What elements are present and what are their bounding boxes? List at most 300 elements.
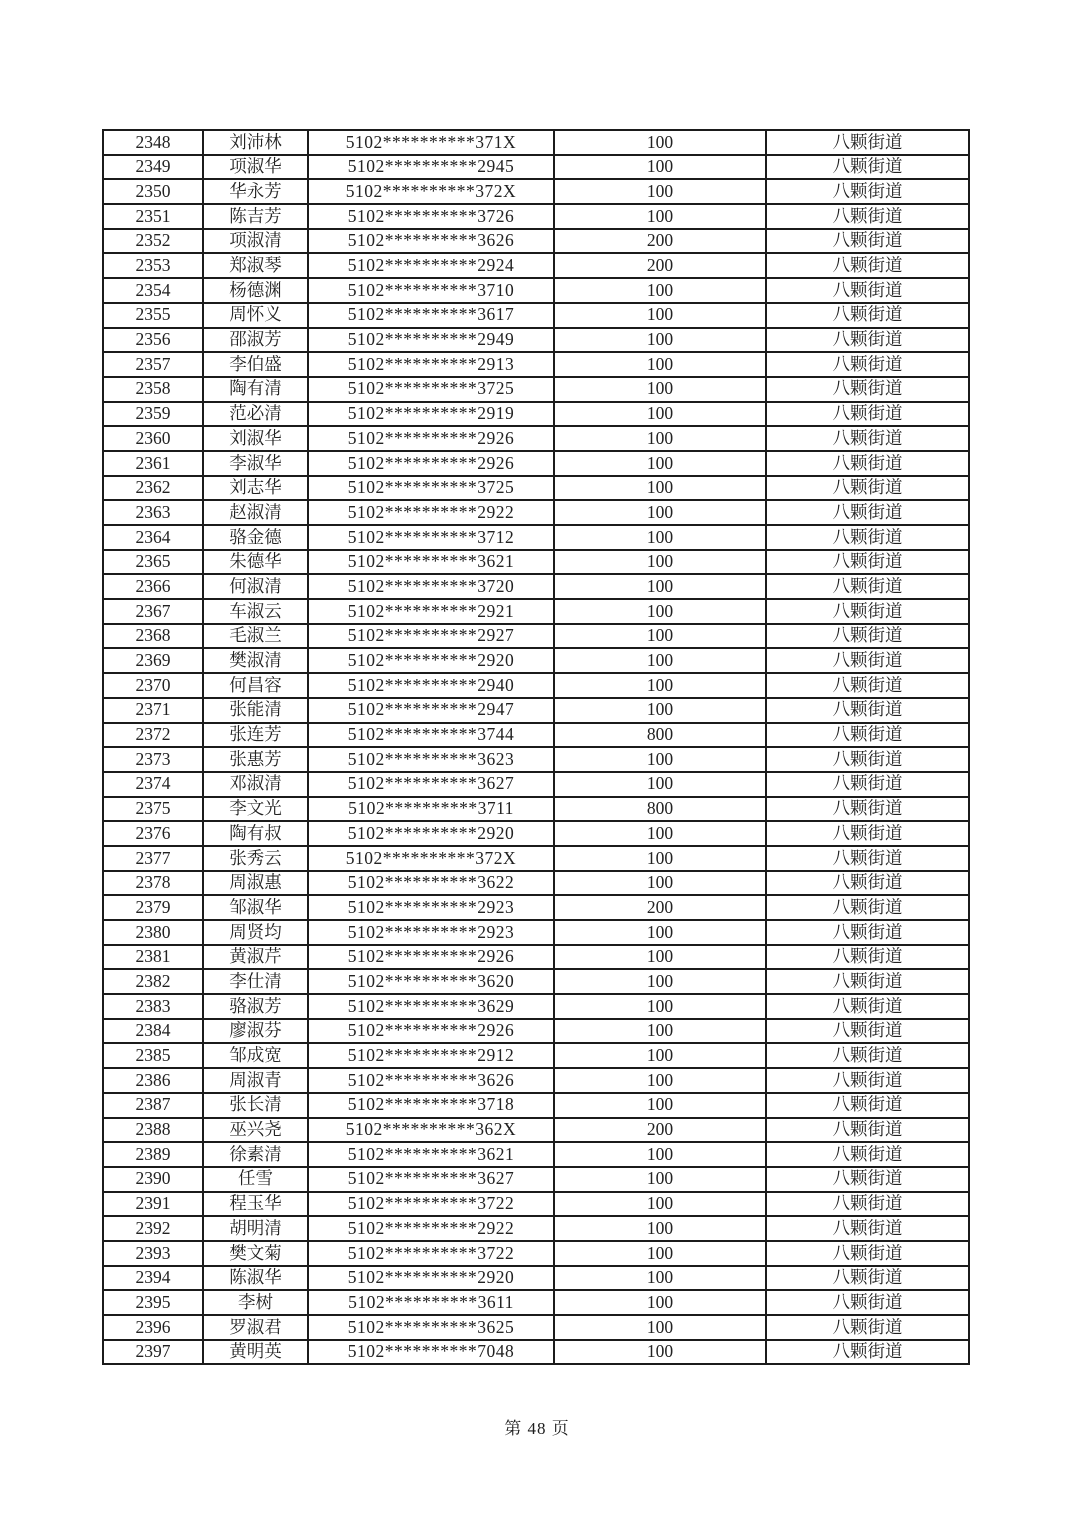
cell-street: 八颗街道: [766, 204, 969, 229]
cell-id-number: 5102**********2922: [308, 500, 554, 525]
table-row: [103, 377, 969, 402]
table-row: [103, 574, 969, 599]
cell-person-name: 杨德渊: [203, 278, 308, 303]
cell-id-number: 5102**********3711: [308, 797, 554, 822]
cell-person-name: 刘志华: [203, 476, 308, 501]
table-row: [103, 1266, 969, 1291]
beneficiary-table: [102, 129, 970, 1365]
cell-id-number: 5102**********3622: [308, 871, 554, 896]
cell-street: 八颗街道: [766, 278, 969, 303]
cell-id-number: 5102**********2920: [308, 1266, 554, 1291]
cell-id-number: 5102**********2926: [308, 945, 554, 970]
cell-serial-number: 2385: [103, 1043, 203, 1068]
cell-street: 八颗街道: [766, 328, 969, 353]
cell-serial-number: 2364: [103, 525, 203, 550]
table-row: [103, 673, 969, 698]
cell-person-name: 陈淑华: [203, 1266, 308, 1291]
cell-street: 八颗街道: [766, 500, 969, 525]
table-row: [103, 1216, 969, 1241]
cell-person-name: 刘沛林: [203, 130, 308, 155]
cell-amount: 100: [554, 821, 766, 846]
table-row: [103, 846, 969, 871]
cell-serial-number: 2376: [103, 821, 203, 846]
cell-amount: 100: [554, 871, 766, 896]
cell-person-name: 张连芳: [203, 723, 308, 748]
cell-street: 八颗街道: [766, 846, 969, 871]
table-row: [103, 550, 969, 575]
cell-amount: 100: [554, 1068, 766, 1093]
cell-person-name: 范必清: [203, 402, 308, 427]
cell-id-number: 5102**********2923: [308, 920, 554, 945]
table-row: [103, 772, 969, 797]
cell-id-number: 5102**********2927: [308, 624, 554, 649]
cell-person-name: 徐素清: [203, 1142, 308, 1167]
cell-street: 八颗街道: [766, 1167, 969, 1192]
cell-id-number: 5102**********2923: [308, 895, 554, 920]
cell-id-number: 5102**********3722: [308, 1241, 554, 1266]
cell-street: 八颗街道: [766, 1093, 969, 1118]
cell-id-number: 5102**********3744: [308, 723, 554, 748]
cell-amount: 100: [554, 303, 766, 328]
cell-person-name: 周淑惠: [203, 871, 308, 896]
cell-amount: 100: [554, 574, 766, 599]
table-row: [103, 451, 969, 476]
cell-serial-number: 2366: [103, 574, 203, 599]
cell-id-number: 5102**********3725: [308, 476, 554, 501]
cell-serial-number: 2355: [103, 303, 203, 328]
cell-street: 八颗街道: [766, 525, 969, 550]
cell-id-number: 5102**********2913: [308, 352, 554, 377]
cell-serial-number: 2382: [103, 969, 203, 994]
cell-serial-number: 2374: [103, 772, 203, 797]
table-row: [103, 1241, 969, 1266]
cell-amount: 100: [554, 278, 766, 303]
cell-person-name: 毛淑兰: [203, 624, 308, 649]
table-row: [103, 797, 969, 822]
cell-street: 八颗街道: [766, 179, 969, 204]
cell-person-name: 李文光: [203, 797, 308, 822]
table-row: [103, 402, 969, 427]
cell-id-number: 5102**********2924: [308, 253, 554, 278]
table-row: [103, 969, 969, 994]
table-row: [103, 945, 969, 970]
table-row: [103, 1142, 969, 1167]
cell-id-number: 5102**********2921: [308, 599, 554, 624]
table-row: [103, 994, 969, 1019]
cell-street: 八颗街道: [766, 772, 969, 797]
cell-serial-number: 2361: [103, 451, 203, 476]
cell-amount: 100: [554, 155, 766, 180]
cell-street: 八颗街道: [766, 229, 969, 254]
cell-id-number: 5102**********3725: [308, 377, 554, 402]
cell-amount: 100: [554, 1142, 766, 1167]
cell-person-name: 周怀义: [203, 303, 308, 328]
cell-person-name: 陶有叔: [203, 821, 308, 846]
cell-amount: 100: [554, 352, 766, 377]
cell-serial-number: 2352: [103, 229, 203, 254]
cell-id-number: 5102**********2926: [308, 451, 554, 476]
cell-serial-number: 2392: [103, 1216, 203, 1241]
cell-street: 八颗街道: [766, 1290, 969, 1315]
cell-serial-number: 2375: [103, 797, 203, 822]
table-row: [103, 871, 969, 896]
cell-serial-number: 2389: [103, 1142, 203, 1167]
cell-person-name: 李淑华: [203, 451, 308, 476]
cell-person-name: 陈吉芳: [203, 204, 308, 229]
table-row: [103, 303, 969, 328]
cell-amount: 100: [554, 1290, 766, 1315]
page-number: 第 48 页: [504, 1419, 570, 1438]
table-row: [103, 1192, 969, 1217]
cell-serial-number: 2391: [103, 1192, 203, 1217]
cell-street: 八颗街道: [766, 426, 969, 451]
table-row: [103, 1167, 969, 1192]
cell-street: 八颗街道: [766, 673, 969, 698]
cell-serial-number: 2383: [103, 994, 203, 1019]
cell-street: 八颗街道: [766, 1315, 969, 1340]
cell-street: 八颗街道: [766, 1043, 969, 1068]
cell-amount: 100: [554, 673, 766, 698]
cell-id-number: 5102**********3626: [308, 1068, 554, 1093]
table-row: [103, 599, 969, 624]
cell-street: 八颗街道: [766, 1241, 969, 1266]
cell-person-name: 李仕清: [203, 969, 308, 994]
cell-serial-number: 2363: [103, 500, 203, 525]
cell-amount: 100: [554, 328, 766, 353]
table-row: [103, 229, 969, 254]
cell-id-number: 5102**********2919: [308, 402, 554, 427]
cell-amount: 100: [554, 1192, 766, 1217]
cell-street: 八颗街道: [766, 648, 969, 673]
cell-person-name: 李伯盛: [203, 352, 308, 377]
cell-street: 八颗街道: [766, 871, 969, 896]
table-row: [103, 895, 969, 920]
cell-street: 八颗街道: [766, 377, 969, 402]
cell-amount: 100: [554, 698, 766, 723]
cell-person-name: 廖淑芬: [203, 1019, 308, 1044]
cell-amount: 200: [554, 1118, 766, 1143]
cell-person-name: 任雪: [203, 1167, 308, 1192]
cell-amount: 100: [554, 599, 766, 624]
table-row: [103, 352, 969, 377]
cell-amount: 100: [554, 377, 766, 402]
beneficiary-table-body: [103, 130, 969, 1364]
cell-street: 八颗街道: [766, 1216, 969, 1241]
table-row: [103, 500, 969, 525]
cell-person-name: 项淑华: [203, 155, 308, 180]
cell-id-number: 5102**********2947: [308, 698, 554, 723]
cell-person-name: 邹淑华: [203, 895, 308, 920]
cell-amount: 100: [554, 1093, 766, 1118]
cell-id-number: 5102**********3627: [308, 772, 554, 797]
cell-street: 八颗街道: [766, 155, 969, 180]
table-row: [103, 648, 969, 673]
cell-amount: 100: [554, 772, 766, 797]
cell-street: 八颗街道: [766, 1118, 969, 1143]
cell-street: 八颗街道: [766, 1192, 969, 1217]
cell-street: 八颗街道: [766, 1266, 969, 1291]
cell-amount: 800: [554, 723, 766, 748]
table-row: [103, 1340, 969, 1365]
cell-person-name: 刘淑华: [203, 426, 308, 451]
cell-serial-number: 2377: [103, 846, 203, 871]
cell-id-number: 5102**********3621: [308, 550, 554, 575]
cell-person-name: 胡明清: [203, 1216, 308, 1241]
table-row: [103, 821, 969, 846]
cell-id-number: 5102**********2926: [308, 1019, 554, 1044]
cell-person-name: 郑淑琴: [203, 253, 308, 278]
cell-amount: 200: [554, 253, 766, 278]
cell-street: 八颗街道: [766, 1340, 969, 1365]
cell-person-name: 朱德华: [203, 550, 308, 575]
cell-serial-number: 2381: [103, 945, 203, 970]
cell-amount: 100: [554, 179, 766, 204]
cell-id-number: 5102**********372X: [308, 179, 554, 204]
cell-street: 八颗街道: [766, 945, 969, 970]
cell-person-name: 张能清: [203, 698, 308, 723]
table-row: [103, 1290, 969, 1315]
table-row: [103, 747, 969, 772]
cell-street: 八颗街道: [766, 723, 969, 748]
cell-id-number: 5102**********2940: [308, 673, 554, 698]
cell-person-name: 骆金德: [203, 525, 308, 550]
cell-person-name: 樊淑清: [203, 648, 308, 673]
cell-street: 八颗街道: [766, 253, 969, 278]
cell-street: 八颗街道: [766, 895, 969, 920]
cell-id-number: 5102**********2945: [308, 155, 554, 180]
table-row: [103, 253, 969, 278]
cell-street: 八颗街道: [766, 303, 969, 328]
cell-street: 八颗街道: [766, 624, 969, 649]
cell-serial-number: 2368: [103, 624, 203, 649]
cell-street: 八颗街道: [766, 994, 969, 1019]
cell-amount: 100: [554, 994, 766, 1019]
cell-serial-number: 2395: [103, 1290, 203, 1315]
cell-serial-number: 2365: [103, 550, 203, 575]
cell-id-number: 5102**********2920: [308, 821, 554, 846]
cell-amount: 100: [554, 204, 766, 229]
cell-amount: 100: [554, 624, 766, 649]
cell-person-name: 程玉华: [203, 1192, 308, 1217]
table-row: [103, 328, 969, 353]
table-row: [103, 179, 969, 204]
cell-serial-number: 2349: [103, 155, 203, 180]
cell-serial-number: 2387: [103, 1093, 203, 1118]
cell-street: 八颗街道: [766, 130, 969, 155]
cell-street: 八颗街道: [766, 451, 969, 476]
cell-serial-number: 2393: [103, 1241, 203, 1266]
cell-amount: 100: [554, 402, 766, 427]
cell-street: 八颗街道: [766, 550, 969, 575]
cell-person-name: 黄明英: [203, 1340, 308, 1365]
cell-person-name: 陶有清: [203, 377, 308, 402]
cell-person-name: 樊文菊: [203, 1241, 308, 1266]
cell-id-number: 5102**********3627: [308, 1167, 554, 1192]
cell-amount: 100: [554, 426, 766, 451]
cell-person-name: 赵淑清: [203, 500, 308, 525]
table-row: [103, 155, 969, 180]
cell-person-name: 何昌容: [203, 673, 308, 698]
cell-serial-number: 2353: [103, 253, 203, 278]
cell-serial-number: 2367: [103, 599, 203, 624]
cell-street: 八颗街道: [766, 1068, 969, 1093]
cell-street: 八颗街道: [766, 352, 969, 377]
cell-person-name: 车淑云: [203, 599, 308, 624]
cell-serial-number: 2388: [103, 1118, 203, 1143]
cell-amount: 100: [554, 1340, 766, 1365]
cell-serial-number: 2386: [103, 1068, 203, 1093]
cell-street: 八颗街道: [766, 698, 969, 723]
cell-serial-number: 2384: [103, 1019, 203, 1044]
cell-id-number: 5102**********3710: [308, 278, 554, 303]
table-row: [103, 723, 969, 748]
table-row: [103, 525, 969, 550]
cell-person-name: 何淑清: [203, 574, 308, 599]
cell-serial-number: 2372: [103, 723, 203, 748]
cell-id-number: 5102**********372X: [308, 846, 554, 871]
table-row: [103, 1068, 969, 1093]
cell-person-name: 周贤均: [203, 920, 308, 945]
cell-id-number: 5102**********3629: [308, 994, 554, 1019]
cell-amount: 100: [554, 945, 766, 970]
cell-serial-number: 2357: [103, 352, 203, 377]
cell-street: 八颗街道: [766, 574, 969, 599]
cell-serial-number: 2350: [103, 179, 203, 204]
cell-serial-number: 2362: [103, 476, 203, 501]
cell-amount: 200: [554, 895, 766, 920]
cell-id-number: 5102**********3718: [308, 1093, 554, 1118]
cell-serial-number: 2369: [103, 648, 203, 673]
cell-id-number: 5102**********2922: [308, 1216, 554, 1241]
table-row: [103, 278, 969, 303]
cell-street: 八颗街道: [766, 1019, 969, 1044]
table-row: [103, 920, 969, 945]
cell-street: 八颗街道: [766, 599, 969, 624]
cell-serial-number: 2358: [103, 377, 203, 402]
cell-serial-number: 2373: [103, 747, 203, 772]
cell-person-name: 邹成宽: [203, 1043, 308, 1068]
cell-serial-number: 2359: [103, 402, 203, 427]
cell-id-number: 5102**********371X: [308, 130, 554, 155]
cell-id-number: 5102**********3623: [308, 747, 554, 772]
cell-id-number: 5102**********2920: [308, 648, 554, 673]
table-row: [103, 698, 969, 723]
cell-street: 八颗街道: [766, 797, 969, 822]
cell-street: 八颗街道: [766, 402, 969, 427]
cell-id-number: 5102**********2912: [308, 1043, 554, 1068]
cell-serial-number: 2379: [103, 895, 203, 920]
cell-person-name: 项淑清: [203, 229, 308, 254]
cell-street: 八颗街道: [766, 476, 969, 501]
cell-amount: 100: [554, 648, 766, 673]
table-row: [103, 204, 969, 229]
cell-serial-number: 2360: [103, 426, 203, 451]
cell-amount: 100: [554, 1019, 766, 1044]
cell-id-number: 5102**********3726: [308, 204, 554, 229]
cell-id-number: 5102**********2949: [308, 328, 554, 353]
cell-serial-number: 2354: [103, 278, 203, 303]
cell-id-number: 5102**********3620: [308, 969, 554, 994]
cell-serial-number: 2370: [103, 673, 203, 698]
cell-person-name: 张惠芳: [203, 747, 308, 772]
cell-id-number: 5102**********3611: [308, 1290, 554, 1315]
cell-person-name: 华永芳: [203, 179, 308, 204]
cell-amount: 100: [554, 747, 766, 772]
cell-person-name: 骆淑芳: [203, 994, 308, 1019]
cell-street: 八颗街道: [766, 920, 969, 945]
cell-street: 八颗街道: [766, 1142, 969, 1167]
cell-id-number: 5102**********3621: [308, 1142, 554, 1167]
cell-amount: 200: [554, 229, 766, 254]
cell-id-number: 5102**********7048: [308, 1340, 554, 1365]
cell-serial-number: 2371: [103, 698, 203, 723]
cell-serial-number: 2348: [103, 130, 203, 155]
table-row: [103, 624, 969, 649]
cell-person-name: 罗淑君: [203, 1315, 308, 1340]
cell-person-name: 邵淑芳: [203, 328, 308, 353]
cell-id-number: 5102**********3720: [308, 574, 554, 599]
cell-amount: 100: [554, 1315, 766, 1340]
cell-street: 八颗街道: [766, 969, 969, 994]
cell-amount: 100: [554, 846, 766, 871]
cell-id-number: 5102**********2926: [308, 426, 554, 451]
cell-id-number: 5102**********3712: [308, 525, 554, 550]
table-row: [103, 130, 969, 155]
table-row: [103, 476, 969, 501]
table-row: [103, 1043, 969, 1068]
cell-person-name: 巫兴尧: [203, 1118, 308, 1143]
cell-person-name: 张长清: [203, 1093, 308, 1118]
table-row: [103, 1019, 969, 1044]
cell-serial-number: 2380: [103, 920, 203, 945]
cell-serial-number: 2396: [103, 1315, 203, 1340]
cell-amount: 100: [554, 525, 766, 550]
cell-amount: 100: [554, 1216, 766, 1241]
cell-serial-number: 2356: [103, 328, 203, 353]
cell-amount: 100: [554, 920, 766, 945]
cell-amount: 100: [554, 1167, 766, 1192]
cell-amount: 100: [554, 130, 766, 155]
cell-amount: 100: [554, 1043, 766, 1068]
cell-amount: 100: [554, 1266, 766, 1291]
cell-amount: 100: [554, 550, 766, 575]
table-row: [103, 1093, 969, 1118]
cell-id-number: 5102**********362X: [308, 1118, 554, 1143]
cell-person-name: 李树: [203, 1290, 308, 1315]
table-row: [103, 426, 969, 451]
cell-serial-number: 2351: [103, 204, 203, 229]
cell-amount: 100: [554, 1241, 766, 1266]
cell-serial-number: 2397: [103, 1340, 203, 1365]
cell-person-name: 张秀云: [203, 846, 308, 871]
cell-person-name: 邓淑清: [203, 772, 308, 797]
cell-id-number: 5102**********3617: [308, 303, 554, 328]
cell-serial-number: 2394: [103, 1266, 203, 1291]
cell-amount: 100: [554, 476, 766, 501]
table-row: [103, 1118, 969, 1143]
cell-id-number: 5102**********3626: [308, 229, 554, 254]
cell-serial-number: 2390: [103, 1167, 203, 1192]
cell-amount: 800: [554, 797, 766, 822]
cell-street: 八颗街道: [766, 747, 969, 772]
table-row: [103, 1315, 969, 1340]
cell-id-number: 5102**********3625: [308, 1315, 554, 1340]
cell-amount: 100: [554, 451, 766, 476]
cell-person-name: 周淑青: [203, 1068, 308, 1093]
cell-id-number: 5102**********3722: [308, 1192, 554, 1217]
cell-serial-number: 2378: [103, 871, 203, 896]
cell-amount: 100: [554, 500, 766, 525]
